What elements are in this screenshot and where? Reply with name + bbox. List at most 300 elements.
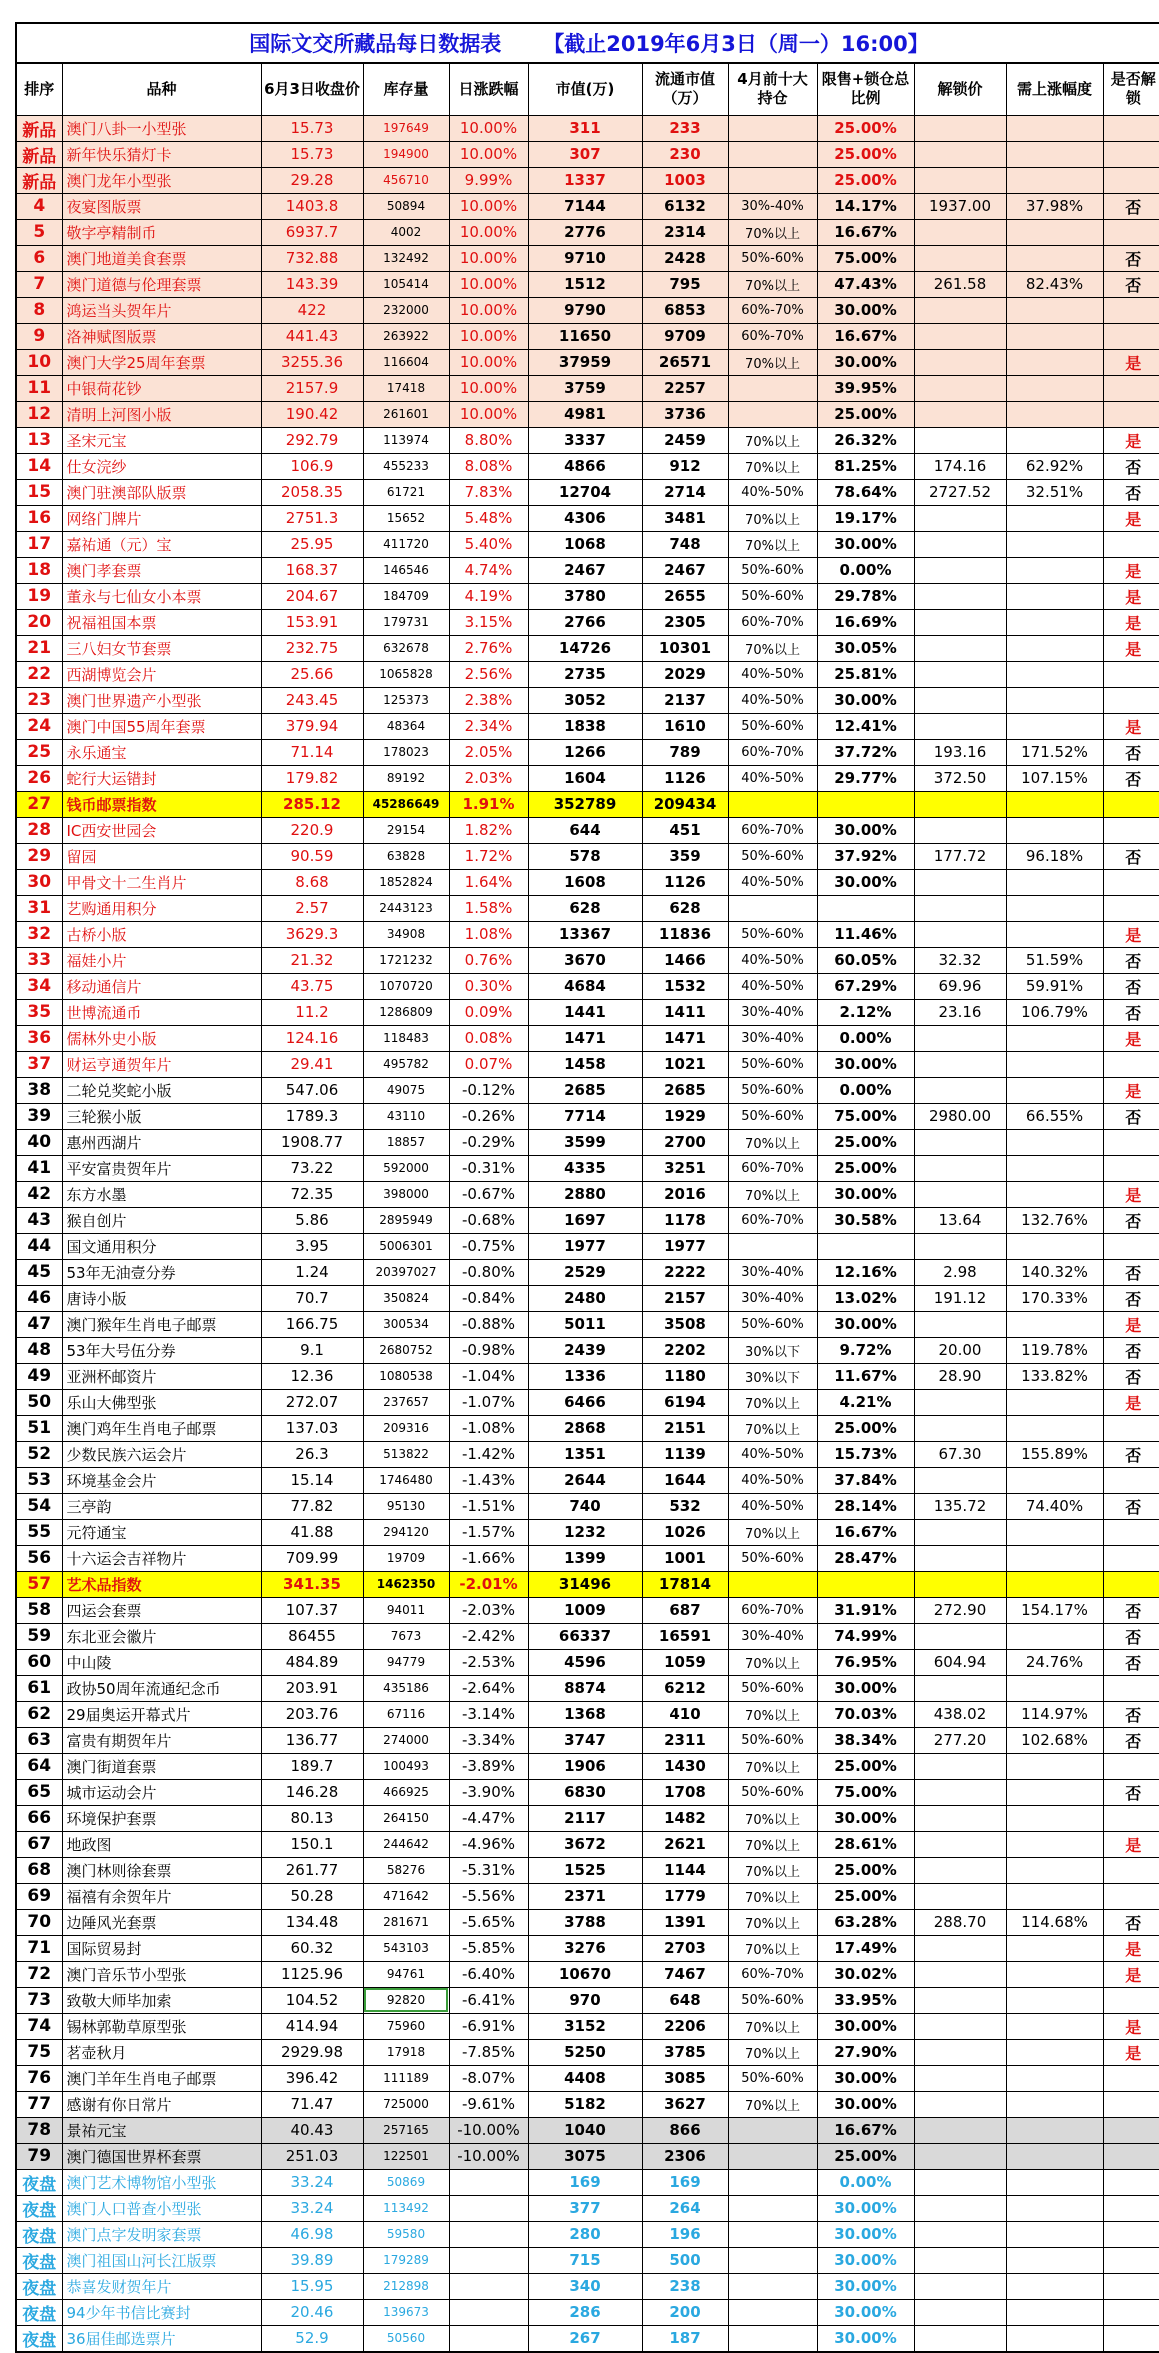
table-row[interactable]	[16, 895, 1159, 921]
unlocked-cell[interactable]	[1103, 2065, 1159, 2091]
table-row[interactable]	[16, 323, 1159, 349]
rise-cell[interactable]: 107.15%	[1006, 765, 1103, 791]
lock-ratio-cell[interactable]: 47.43%	[817, 271, 914, 297]
unlocked-cell[interactable]: 否	[1103, 271, 1159, 297]
price-cell[interactable]: 8.68	[261, 869, 363, 895]
unlocked-cell[interactable]: 是	[1103, 349, 1159, 375]
unlock-price-cell[interactable]	[914, 2039, 1006, 2065]
unlocked-cell[interactable]: 是	[1103, 2013, 1159, 2039]
market-value-cell[interactable]: 12704	[528, 479, 642, 505]
circulating-value-cell[interactable]: 2428	[642, 245, 728, 271]
lock-ratio-cell[interactable]: 39.95%	[817, 375, 914, 401]
price-cell[interactable]: 46.98	[261, 2221, 363, 2247]
lock-ratio-cell[interactable]: 14.17%	[817, 193, 914, 219]
inventory-cell[interactable]: 411720	[363, 531, 449, 557]
top10-cell[interactable]: 50%-60%	[728, 1675, 817, 1701]
lock-ratio-cell[interactable]: 30.00%	[817, 349, 914, 375]
market-value-cell[interactable]: 970	[528, 1987, 642, 2013]
circulating-value-cell[interactable]: 1779	[642, 1883, 728, 1909]
rise-cell[interactable]	[1006, 1961, 1103, 1987]
price-cell[interactable]: 50.28	[261, 1883, 363, 1909]
lock-ratio-cell[interactable]: 30.00%	[817, 2273, 914, 2299]
market-value-cell[interactable]: 2467	[528, 557, 642, 583]
table-row[interactable]	[16, 1441, 1159, 1467]
name-cell[interactable]: 94少年书信比赛封	[62, 2299, 261, 2325]
circulating-value-cell[interactable]: 3085	[642, 2065, 728, 2091]
unlock-price-cell[interactable]	[914, 505, 1006, 531]
unlocked-cell[interactable]: 否	[1103, 739, 1159, 765]
name-cell[interactable]: 茗壶秋月	[62, 2039, 261, 2065]
circulating-value-cell[interactable]: 2016	[642, 1181, 728, 1207]
inventory-cell[interactable]: 455233	[363, 453, 449, 479]
top10-cell[interactable]: 40%-50%	[728, 1441, 817, 1467]
lock-ratio-cell[interactable]: 0.00%	[817, 557, 914, 583]
change-cell[interactable]: -1.57%	[449, 1519, 528, 1545]
rank-cell[interactable]: 61	[16, 1675, 62, 1701]
name-cell[interactable]: 东北亚会徽片	[62, 1623, 261, 1649]
circulating-value-cell[interactable]: 648	[642, 1987, 728, 2013]
unlock-price-cell[interactable]	[914, 1935, 1006, 1961]
top10-cell[interactable]	[728, 2195, 817, 2221]
rank-cell[interactable]: 12	[16, 401, 62, 427]
top10-cell[interactable]	[728, 791, 817, 817]
rank-cell[interactable]: 60	[16, 1649, 62, 1675]
circulating-value-cell[interactable]: 2137	[642, 687, 728, 713]
lock-ratio-cell[interactable]: 25.00%	[817, 141, 914, 167]
top10-cell[interactable]: 70%以上	[728, 1129, 817, 1155]
lock-ratio-cell[interactable]: 63.28%	[817, 1909, 914, 1935]
unlock-price-cell[interactable]	[914, 1545, 1006, 1571]
inventory-cell[interactable]: 261601	[363, 401, 449, 427]
rank-cell[interactable]: 50	[16, 1389, 62, 1415]
change-cell[interactable]: -3.89%	[449, 1753, 528, 1779]
change-cell[interactable]: 1.58%	[449, 895, 528, 921]
circulating-value-cell[interactable]: 1411	[642, 999, 728, 1025]
rank-cell[interactable]: 48	[16, 1337, 62, 1363]
name-cell[interactable]: 澳门孝套票	[62, 557, 261, 583]
table-row[interactable]	[16, 1519, 1159, 1545]
rank-cell[interactable]: 62	[16, 1701, 62, 1727]
change-cell[interactable]: -1.04%	[449, 1363, 528, 1389]
unlocked-cell[interactable]	[1103, 2325, 1159, 2352]
unlocked-cell[interactable]: 是	[1103, 557, 1159, 583]
unlock-price-cell[interactable]	[914, 2169, 1006, 2195]
top10-cell[interactable]	[728, 115, 817, 141]
rank-cell[interactable]: 28	[16, 817, 62, 843]
top10-cell[interactable]	[728, 2117, 817, 2143]
rank-cell[interactable]: 69	[16, 1883, 62, 1909]
lock-ratio-cell[interactable]: 81.25%	[817, 453, 914, 479]
rank-cell[interactable]: 34	[16, 973, 62, 999]
table-row[interactable]	[16, 505, 1159, 531]
unlocked-cell[interactable]	[1103, 1545, 1159, 1571]
top10-cell[interactable]: 30%以下	[728, 1363, 817, 1389]
price-cell[interactable]: 107.37	[261, 1597, 363, 1623]
top10-cell[interactable]: 60%-70%	[728, 1961, 817, 1987]
top10-cell[interactable]: 30%-40%	[728, 1259, 817, 1285]
name-cell[interactable]: 澳门鸡年生肖电子邮票	[62, 1415, 261, 1441]
change-cell[interactable]: 0.08%	[449, 1025, 528, 1051]
circulating-value-cell[interactable]: 2655	[642, 583, 728, 609]
unlock-price-cell[interactable]	[914, 1753, 1006, 1779]
table-row[interactable]	[16, 1337, 1159, 1363]
table-row[interactable]	[16, 531, 1159, 557]
rank-cell[interactable]: 29	[16, 843, 62, 869]
market-value-cell[interactable]: 2776	[528, 219, 642, 245]
table-row[interactable]	[16, 2221, 1159, 2247]
unlocked-cell[interactable]	[1103, 401, 1159, 427]
market-value-cell[interactable]: 3052	[528, 687, 642, 713]
rise-cell[interactable]	[1006, 375, 1103, 401]
change-cell[interactable]: -0.31%	[449, 1155, 528, 1181]
price-cell[interactable]: 203.76	[261, 1701, 363, 1727]
price-cell[interactable]: 124.16	[261, 1025, 363, 1051]
inventory-cell[interactable]: 194900	[363, 141, 449, 167]
rise-cell[interactable]	[1006, 1753, 1103, 1779]
price-cell[interactable]: 232.75	[261, 635, 363, 661]
unlocked-cell[interactable]: 否	[1103, 843, 1159, 869]
lock-ratio-cell[interactable]: 16.67%	[817, 2117, 914, 2143]
top10-cell[interactable]: 70%以上	[728, 2091, 817, 2117]
top10-cell[interactable]: 70%以上	[728, 349, 817, 375]
name-cell[interactable]: 澳门林则徐套票	[62, 1857, 261, 1883]
change-cell[interactable]: -3.34%	[449, 1727, 528, 1753]
change-cell[interactable]: 0.09%	[449, 999, 528, 1025]
change-cell[interactable]: -3.14%	[449, 1701, 528, 1727]
inventory-cell[interactable]: 111189	[363, 2065, 449, 2091]
name-cell[interactable]: 澳门龙年小型张	[62, 167, 261, 193]
circulating-value-cell[interactable]: 2621	[642, 1831, 728, 1857]
price-cell[interactable]: 11.2	[261, 999, 363, 1025]
price-cell[interactable]: 203.91	[261, 1675, 363, 1701]
market-value-cell[interactable]: 1040	[528, 2117, 642, 2143]
unlocked-cell[interactable]: 否	[1103, 245, 1159, 271]
market-value-cell[interactable]: 2480	[528, 1285, 642, 1311]
rank-cell[interactable]: 夜盘	[16, 2273, 62, 2299]
rise-cell[interactable]	[1006, 895, 1103, 921]
rise-cell[interactable]	[1006, 323, 1103, 349]
unlocked-cell[interactable]: 否	[1103, 973, 1159, 999]
name-cell[interactable]: 澳门音乐节小型张	[62, 1961, 261, 1987]
unlock-price-cell[interactable]: 288.70	[914, 1909, 1006, 1935]
change-cell[interactable]: 10.00%	[449, 401, 528, 427]
market-value-cell[interactable]: 1232	[528, 1519, 642, 1545]
rank-cell[interactable]: 43	[16, 1207, 62, 1233]
circulating-value-cell[interactable]: 9709	[642, 323, 728, 349]
rank-cell[interactable]: 47	[16, 1311, 62, 1337]
inventory-cell[interactable]: 67116	[363, 1701, 449, 1727]
inventory-cell[interactable]: 92820	[363, 1987, 449, 2013]
circulating-value-cell[interactable]: 1532	[642, 973, 728, 999]
top10-cell[interactable]: 60%-70%	[728, 1155, 817, 1181]
unlocked-cell[interactable]: 是	[1103, 1831, 1159, 1857]
circulating-value-cell[interactable]: 2305	[642, 609, 728, 635]
top10-cell[interactable]: 50%-60%	[728, 1779, 817, 1805]
market-value-cell[interactable]: 4335	[528, 1155, 642, 1181]
lock-ratio-cell[interactable]	[817, 791, 914, 817]
rank-cell[interactable]: 17	[16, 531, 62, 557]
price-cell[interactable]: 9.1	[261, 1337, 363, 1363]
rise-cell[interactable]	[1006, 349, 1103, 375]
change-cell[interactable]: -3.90%	[449, 1779, 528, 1805]
lock-ratio-cell[interactable]: 25.00%	[817, 1415, 914, 1441]
market-value-cell[interactable]: 1266	[528, 739, 642, 765]
table-row[interactable]	[16, 1493, 1159, 1519]
change-cell[interactable]: -0.68%	[449, 1207, 528, 1233]
inventory-cell[interactable]: 257165	[363, 2117, 449, 2143]
rise-cell[interactable]	[1006, 1883, 1103, 1909]
market-value-cell[interactable]: 4408	[528, 2065, 642, 2091]
inventory-cell[interactable]: 435186	[363, 1675, 449, 1701]
unlock-price-cell[interactable]	[914, 531, 1006, 557]
name-cell[interactable]: 二轮兑奖蛇小版	[62, 1077, 261, 1103]
rank-cell[interactable]: 64	[16, 1753, 62, 1779]
unlocked-cell[interactable]	[1103, 1571, 1159, 1597]
price-cell[interactable]: 220.9	[261, 817, 363, 843]
rise-cell[interactable]	[1006, 2039, 1103, 2065]
change-cell[interactable]: 2.34%	[449, 713, 528, 739]
top10-cell[interactable]	[728, 1233, 817, 1259]
rank-cell[interactable]: 70	[16, 1909, 62, 1935]
circulating-value-cell[interactable]: 1144	[642, 1857, 728, 1883]
inventory-cell[interactable]: 116604	[363, 349, 449, 375]
change-cell[interactable]: -1.43%	[449, 1467, 528, 1493]
top10-cell[interactable]: 50%-60%	[728, 1545, 817, 1571]
lock-ratio-cell[interactable]: 33.95%	[817, 1987, 914, 2013]
inventory-cell[interactable]: 456710	[363, 167, 449, 193]
price-cell[interactable]: 243.45	[261, 687, 363, 713]
unlocked-cell[interactable]	[1103, 869, 1159, 895]
top10-cell[interactable]: 50%-60%	[728, 921, 817, 947]
table-row[interactable]	[16, 1571, 1159, 1597]
change-cell[interactable]: 10.00%	[449, 323, 528, 349]
rise-cell[interactable]	[1006, 1025, 1103, 1051]
inventory-cell[interactable]: 1721232	[363, 947, 449, 973]
inventory-cell[interactable]: 179289	[363, 2247, 449, 2273]
change-cell[interactable]: 10.00%	[449, 271, 528, 297]
name-cell[interactable]: 甲骨文十二生肖片	[62, 869, 261, 895]
rank-cell[interactable]: 夜盘	[16, 2299, 62, 2325]
name-cell[interactable]: 政协50周年流通纪念币	[62, 1675, 261, 1701]
table-row[interactable]	[16, 2169, 1159, 2195]
unlocked-cell[interactable]	[1103, 219, 1159, 245]
lock-ratio-cell[interactable]: 67.29%	[817, 973, 914, 999]
rise-cell[interactable]	[1006, 1389, 1103, 1415]
inventory-cell[interactable]: 94011	[363, 1597, 449, 1623]
lock-ratio-cell[interactable]: 75.00%	[817, 1103, 914, 1129]
market-value-cell[interactable]: 1697	[528, 1207, 642, 1233]
table-row[interactable]	[16, 1779, 1159, 1805]
lock-ratio-cell[interactable]: 30.58%	[817, 1207, 914, 1233]
price-cell[interactable]: 6937.7	[261, 219, 363, 245]
name-cell[interactable]: 澳门猴年生肖电子邮票	[62, 1311, 261, 1337]
market-value-cell[interactable]: 1068	[528, 531, 642, 557]
change-cell[interactable]	[449, 2273, 528, 2299]
circulating-value-cell[interactable]: 2306	[642, 2143, 728, 2169]
price-cell[interactable]: 15.73	[261, 141, 363, 167]
lock-ratio-cell[interactable]: 16.69%	[817, 609, 914, 635]
unlocked-cell[interactable]: 是	[1103, 2039, 1159, 2065]
table-row[interactable]	[16, 1051, 1159, 1077]
table-row[interactable]	[16, 765, 1159, 791]
table-row[interactable]	[16, 1961, 1159, 1987]
lock-ratio-cell[interactable]: 30.00%	[817, 2065, 914, 2091]
change-cell[interactable]: 2.05%	[449, 739, 528, 765]
circulating-value-cell[interactable]: 1708	[642, 1779, 728, 1805]
change-cell[interactable]: 1.64%	[449, 869, 528, 895]
name-cell[interactable]: 惠州西湖片	[62, 1129, 261, 1155]
inventory-cell[interactable]: 63828	[363, 843, 449, 869]
unlock-price-cell[interactable]	[914, 583, 1006, 609]
market-value-cell[interactable]: 3780	[528, 583, 642, 609]
top10-cell[interactable]: 40%-50%	[728, 869, 817, 895]
lock-ratio-cell[interactable]: 38.34%	[817, 1727, 914, 1753]
table-row[interactable]	[16, 1831, 1159, 1857]
table-row[interactable]	[16, 1077, 1159, 1103]
top10-cell[interactable]: 60%-70%	[728, 1207, 817, 1233]
unlocked-cell[interactable]: 否	[1103, 1701, 1159, 1727]
market-value-cell[interactable]: 3337	[528, 427, 642, 453]
table-row[interactable]	[16, 1805, 1159, 1831]
name-cell[interactable]: 十六运会吉祥物片	[62, 1545, 261, 1571]
rank-cell[interactable]: 55	[16, 1519, 62, 1545]
inventory-cell[interactable]: 15652	[363, 505, 449, 531]
table-row[interactable]	[16, 869, 1159, 895]
rank-cell[interactable]: 9	[16, 323, 62, 349]
unlocked-cell[interactable]: 是	[1103, 1961, 1159, 1987]
table-row[interactable]	[16, 635, 1159, 661]
inventory-cell[interactable]: 61721	[363, 479, 449, 505]
top10-cell[interactable]: 70%以上	[728, 1753, 817, 1779]
circulating-value-cell[interactable]: 264	[642, 2195, 728, 2221]
unlocked-cell[interactable]	[1103, 1987, 1159, 2013]
inventory-cell[interactable]: 466925	[363, 1779, 449, 1805]
circulating-value-cell[interactable]: 2157	[642, 1285, 728, 1311]
top10-cell[interactable]	[728, 2247, 817, 2273]
lock-ratio-cell[interactable]: 31.91%	[817, 1597, 914, 1623]
rank-cell[interactable]: 新品	[16, 167, 62, 193]
lock-ratio-cell[interactable]: 28.61%	[817, 1831, 914, 1857]
market-value-cell[interactable]: 6830	[528, 1779, 642, 1805]
inventory-cell[interactable]: 1065828	[363, 661, 449, 687]
circulating-value-cell[interactable]: 7467	[642, 1961, 728, 1987]
inventory-cell[interactable]: 34908	[363, 921, 449, 947]
change-cell[interactable]: 8.08%	[449, 453, 528, 479]
rank-cell[interactable]: 新品	[16, 115, 62, 141]
inventory-cell[interactable]: 58276	[363, 1857, 449, 1883]
market-value-cell[interactable]: 578	[528, 843, 642, 869]
unlock-price-cell[interactable]: 174.16	[914, 453, 1006, 479]
lock-ratio-cell[interactable]	[817, 1571, 914, 1597]
circulating-value-cell[interactable]: 2151	[642, 1415, 728, 1441]
rank-cell[interactable]: 68	[16, 1857, 62, 1883]
rise-cell[interactable]	[1006, 2169, 1103, 2195]
inventory-cell[interactable]: 178023	[363, 739, 449, 765]
unlocked-cell[interactable]: 否	[1103, 765, 1159, 791]
rise-cell[interactable]	[1006, 2247, 1103, 2273]
inventory-cell[interactable]: 4002	[363, 219, 449, 245]
inventory-cell[interactable]: 244642	[363, 1831, 449, 1857]
circulating-value-cell[interactable]: 2714	[642, 479, 728, 505]
lock-ratio-cell[interactable]: 16.67%	[817, 1519, 914, 1545]
circulating-value-cell[interactable]: 1026	[642, 1519, 728, 1545]
rise-cell[interactable]	[1006, 921, 1103, 947]
market-value-cell[interactable]: 14726	[528, 635, 642, 661]
table-row[interactable]	[16, 1389, 1159, 1415]
change-cell[interactable]: 3.15%	[449, 609, 528, 635]
inventory-cell[interactable]: 146546	[363, 557, 449, 583]
circulating-value-cell[interactable]: 17814	[642, 1571, 728, 1597]
unlock-price-cell[interactable]: 191.12	[914, 1285, 1006, 1311]
unlocked-cell[interactable]: 否	[1103, 1207, 1159, 1233]
unlock-price-cell[interactable]	[914, 1311, 1006, 1337]
change-cell[interactable]	[449, 2169, 528, 2195]
price-cell[interactable]: 204.67	[261, 583, 363, 609]
circulating-value-cell[interactable]: 500	[642, 2247, 728, 2273]
unlock-price-cell[interactable]	[914, 1987, 1006, 2013]
unlocked-cell[interactable]	[1103, 895, 1159, 921]
rank-cell[interactable]: 67	[16, 1831, 62, 1857]
market-value-cell[interactable]: 4684	[528, 973, 642, 999]
price-cell[interactable]: 732.88	[261, 245, 363, 271]
market-value-cell[interactable]: 2371	[528, 1883, 642, 1909]
unlocked-cell[interactable]	[1103, 1753, 1159, 1779]
table-row[interactable]	[16, 479, 1159, 505]
table-row[interactable]	[16, 2273, 1159, 2299]
inventory-cell[interactable]: 125373	[363, 687, 449, 713]
unlock-price-cell[interactable]: 20.00	[914, 1337, 1006, 1363]
change-cell[interactable]: 0.30%	[449, 973, 528, 999]
market-value-cell[interactable]: 9790	[528, 297, 642, 323]
market-value-cell[interactable]: 311	[528, 115, 642, 141]
rank-cell[interactable]: 37	[16, 1051, 62, 1077]
rise-cell[interactable]: 102.68%	[1006, 1727, 1103, 1753]
circulating-value-cell[interactable]: 1929	[642, 1103, 728, 1129]
lock-ratio-cell[interactable]: 37.84%	[817, 1467, 914, 1493]
rise-cell[interactable]	[1006, 1623, 1103, 1649]
table-row[interactable]	[16, 1155, 1159, 1181]
table-row[interactable]	[16, 115, 1159, 141]
table-row[interactable]	[16, 167, 1159, 193]
lock-ratio-cell[interactable]: 16.67%	[817, 323, 914, 349]
unlocked-cell[interactable]	[1103, 1233, 1159, 1259]
lock-ratio-cell[interactable]: 75.00%	[817, 245, 914, 271]
top10-cell[interactable]	[728, 1571, 817, 1597]
unlocked-cell[interactable]	[1103, 141, 1159, 167]
change-cell[interactable]: -5.65%	[449, 1909, 528, 1935]
circulating-value-cell[interactable]: 2700	[642, 1129, 728, 1155]
unlock-price-cell[interactable]	[914, 1519, 1006, 1545]
top10-cell[interactable]: 70%以上	[728, 1181, 817, 1207]
change-cell[interactable]: -10.00%	[449, 2117, 528, 2143]
unlock-price-cell[interactable]	[914, 713, 1006, 739]
price-cell[interactable]: 414.94	[261, 2013, 363, 2039]
circulating-value-cell[interactable]: 2311	[642, 1727, 728, 1753]
table-row[interactable]	[16, 1415, 1159, 1441]
rank-cell[interactable]: 39	[16, 1103, 62, 1129]
rank-cell[interactable]: 41	[16, 1155, 62, 1181]
unlock-price-cell[interactable]	[914, 349, 1006, 375]
unlocked-cell[interactable]: 否	[1103, 1337, 1159, 1363]
market-value-cell[interactable]: 1441	[528, 999, 642, 1025]
change-cell[interactable]: 4.19%	[449, 583, 528, 609]
unlock-price-cell[interactable]	[914, 1857, 1006, 1883]
unlocked-cell[interactable]: 否	[1103, 1103, 1159, 1129]
circulating-value-cell[interactable]: 1003	[642, 167, 728, 193]
price-cell[interactable]: 15.95	[261, 2273, 363, 2299]
price-cell[interactable]: 90.59	[261, 843, 363, 869]
lock-ratio-cell[interactable]: 25.00%	[817, 1129, 914, 1155]
